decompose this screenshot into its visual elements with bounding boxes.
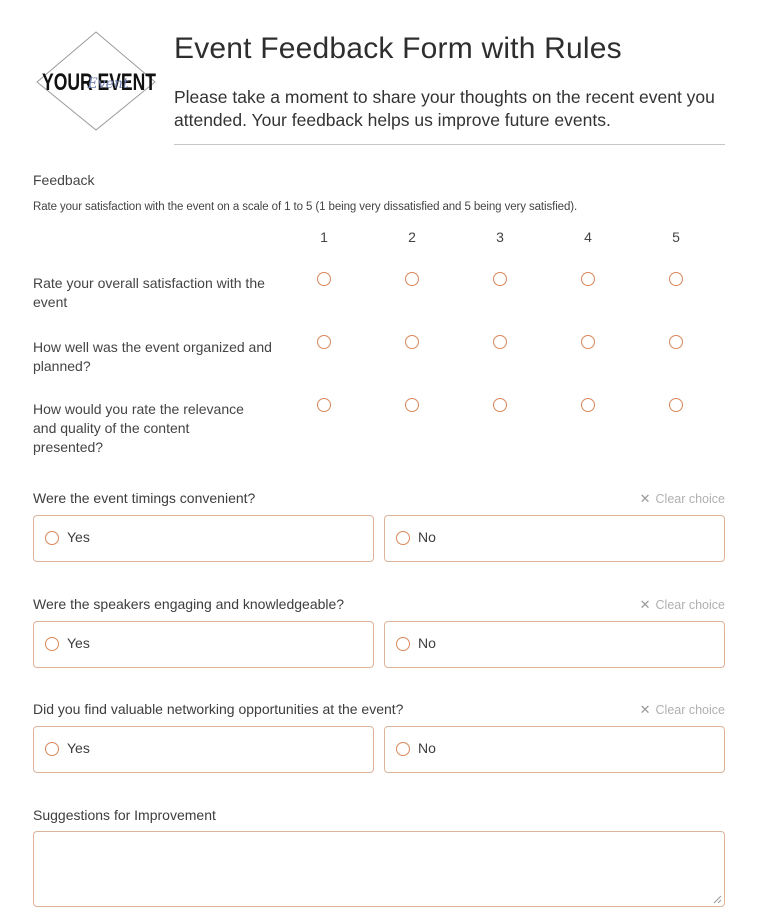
resize-grip-icon[interactable] — [713, 895, 722, 904]
form-intro: Please take a moment to share your thoughts on the recent event you attended. Your feedback helps us improve future events. — [174, 87, 715, 130]
suggestions-textarea[interactable] — [33, 831, 725, 907]
organization-radio-3[interactable] — [493, 335, 507, 349]
close-icon: ✕ — [639, 597, 651, 612]
radio-icon — [45, 531, 59, 545]
scale-description: Rate your satisfaction with the event on a scale of 1 to 5 (1 being very dissatisfied and 5 being very satisfied). — [33, 201, 578, 213]
speakers-clear-choice[interactable] — [640, 597, 725, 613]
clear-choice-label: Clear choice — [655, 492, 725, 506]
networking-option-no[interactable] — [384, 726, 725, 773]
form-header — [0, 0, 760, 150]
radio-icon — [45, 742, 59, 756]
speakers-question: Were the speakers engaging and knowledgeable? — [33, 596, 345, 612]
content-radio-2[interactable] — [405, 398, 419, 412]
header-divider — [174, 144, 725, 145]
option-label: No — [418, 635, 436, 651]
event-logo — [34, 30, 164, 132]
matrix-row-organization: How well was the event organized and planned? — [33, 339, 272, 374]
option-label: Yes — [67, 635, 90, 651]
matrix-row-content: How would you rate the relevance and quality of the content presented? — [33, 401, 244, 455]
organization-radio-2[interactable] — [405, 335, 419, 349]
feedback-label: Feedback — [33, 172, 95, 188]
clear-choice-label: Clear choice — [655, 598, 725, 612]
option-label: Yes — [67, 529, 90, 545]
scale-col-3: 3 — [496, 229, 504, 245]
option-label: No — [418, 740, 436, 756]
content-radio-1[interactable] — [317, 398, 331, 412]
satisfaction-radio-1[interactable] — [317, 272, 331, 286]
radio-icon — [396, 742, 410, 756]
organization-radio-1[interactable] — [317, 335, 331, 349]
clear-choice-label: Clear choice — [655, 703, 725, 717]
satisfaction-radio-4[interactable] — [581, 272, 595, 286]
scale-col-1: 1 — [320, 229, 328, 245]
content-radio-5[interactable] — [669, 398, 683, 412]
content-radio-3[interactable] — [493, 398, 507, 412]
radio-icon — [45, 637, 59, 651]
timings-question: Were the event timings convenient? — [33, 490, 256, 506]
radio-icon — [396, 531, 410, 545]
form-title: Event Feedback Form with Rules — [174, 32, 622, 65]
timings-option-yes[interactable] — [33, 515, 374, 562]
option-label: Yes — [67, 740, 90, 756]
satisfaction-radio-5[interactable] — [669, 272, 683, 286]
scale-col-4: 4 — [584, 229, 592, 245]
matrix-row-satisfaction: Rate your overall satisfaction with the event — [33, 275, 265, 310]
satisfaction-radio-3[interactable] — [493, 272, 507, 286]
networking-question: Did you find valuable networking opportunities at the event? — [33, 701, 404, 717]
speakers-option-no[interactable] — [384, 621, 725, 668]
logo-script-text: Event — [87, 76, 129, 92]
organization-radio-5[interactable] — [669, 335, 683, 349]
option-label: No — [418, 529, 436, 545]
satisfaction-radio-2[interactable] — [405, 272, 419, 286]
timings-clear-choice[interactable] — [640, 491, 725, 507]
close-icon: ✕ — [639, 702, 651, 717]
networking-clear-choice[interactable] — [640, 702, 725, 718]
organization-radio-4[interactable] — [581, 335, 595, 349]
networking-option-yes[interactable] — [33, 726, 374, 773]
timings-option-no[interactable] — [384, 515, 725, 562]
scale-col-5: 5 — [672, 229, 680, 245]
content-radio-4[interactable] — [581, 398, 595, 412]
scale-col-2: 2 — [408, 229, 416, 245]
radio-icon — [396, 637, 410, 651]
suggestions-label: Suggestions for Improvement — [33, 807, 216, 823]
close-icon: ✕ — [639, 491, 651, 506]
logo-main-text: YOUR EVENT — [42, 69, 157, 96]
speakers-option-yes[interactable] — [33, 621, 374, 668]
